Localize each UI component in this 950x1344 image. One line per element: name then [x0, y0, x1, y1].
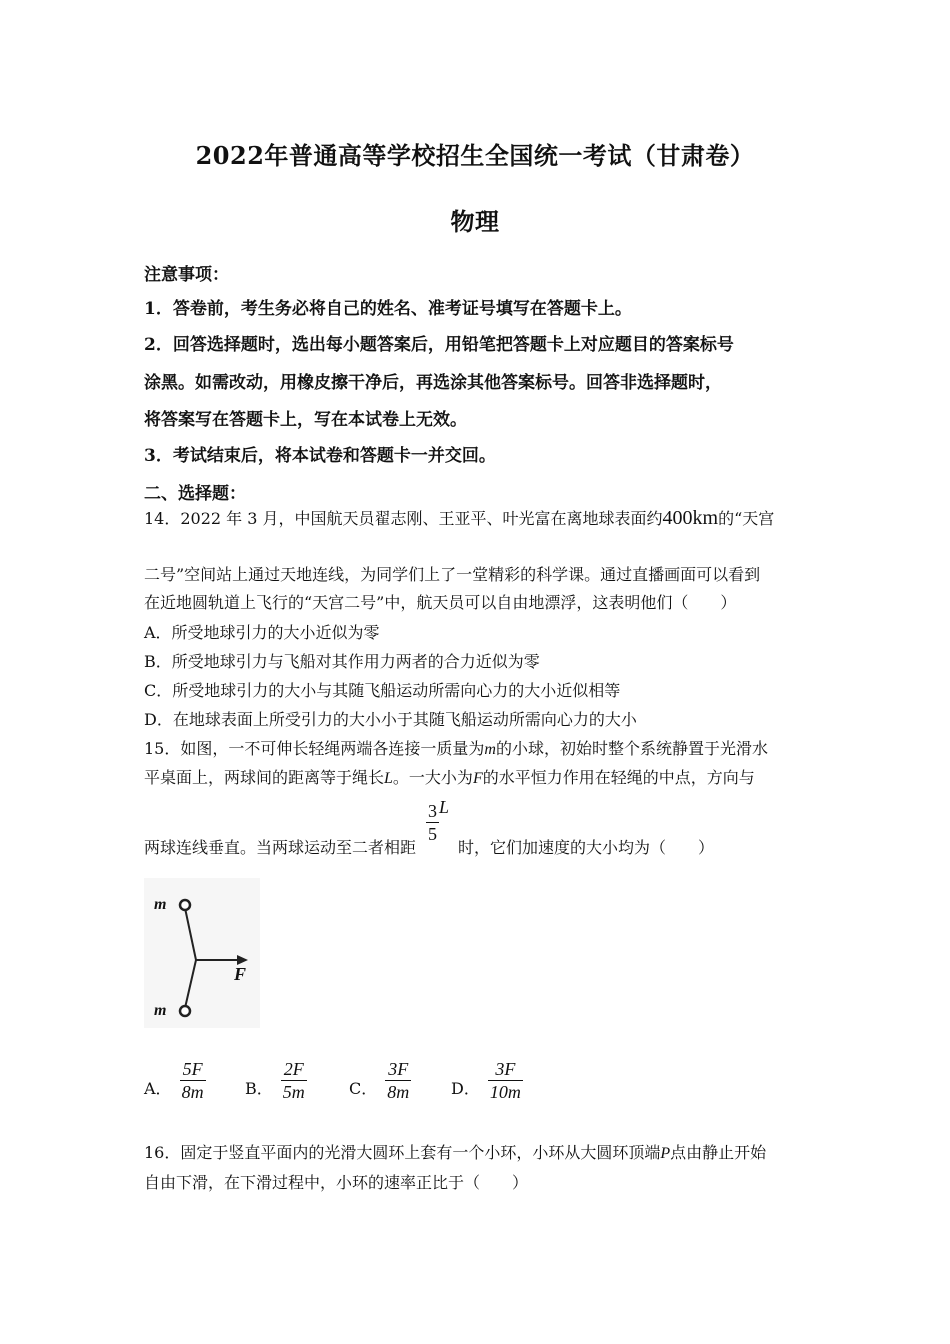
q14-line-1 [144, 506, 774, 530]
q14-option-b: B．所受地球引力与飞船对其作用力两者的合力近似为零 [144, 652, 540, 671]
q16-line-1-a: 16．固定于竖直平面内的光滑大圆环上套有一个小环，小环从大圆环顶端 [144, 1143, 661, 1162]
rope-upper-segment [185, 908, 196, 960]
fraction-denominator: 8m [387, 1082, 410, 1102]
q15-line-1-b: 的小球，初始时整个系统静置于光滑水 [495, 739, 768, 758]
fraction-numerator: 3F [388, 1059, 409, 1079]
bottom-mass-label: m [154, 1002, 167, 1019]
exam-title: 2022年普通高等学校招生全国统一考试（甘肃卷） [195, 141, 755, 170]
option-letter: B． [245, 1079, 273, 1098]
fraction-numerator: 3F [495, 1059, 516, 1079]
fraction-numerator: 3 [428, 801, 437, 821]
section-heading: 二、选择题： [144, 484, 246, 504]
q15-line-1 [144, 736, 768, 759]
q15-line-3-end: 时，它们加速度的大小均为（ ） [458, 838, 715, 857]
fraction-numerator: 5F [182, 1059, 203, 1079]
fraction-denominator: 5 [428, 824, 437, 844]
q15-line-2-b: 。一大小为 [392, 768, 473, 787]
q15-length-var: L [384, 770, 393, 787]
top-ball [180, 900, 190, 910]
fraction-denominator: 5m [282, 1082, 305, 1102]
q15-line-2-c: 的水平恒力作用在轻绳的中点，方向与 [482, 768, 755, 787]
q15-option-c [349, 1058, 411, 1102]
q15-force-var: F [472, 770, 483, 787]
fraction-denominator: 8m [181, 1082, 204, 1102]
q16-line-1 [144, 1140, 766, 1163]
option-letter: A． [144, 1079, 172, 1098]
q15-line-1-a: 15．如图，一不可伸长轻绳两端各连接一质量为 [144, 739, 485, 758]
fraction [426, 800, 439, 845]
subject-title: 物理 [450, 207, 500, 236]
option-fraction [385, 1058, 411, 1103]
option-fraction [180, 1058, 206, 1103]
q14-option-d: D．在地球表面上所受引力的大小小于其随飞船运动所需向心力的大小 [144, 710, 637, 729]
q15-distance-fraction [426, 797, 450, 845]
q14-line-2: 二号”空间站上通过天地连线，为同学们上了一堂精彩的科学课。通过直播画面可以看到 [144, 565, 761, 584]
q16-line-1-b: 点由静止开始 [670, 1143, 767, 1162]
q15-line-3-text: 两球连线垂直。当两球运动至二者相距 [144, 838, 417, 857]
force-label: F [234, 964, 247, 984]
fraction-denominator: 10m [489, 1082, 521, 1102]
q16-point-var: P [660, 1145, 671, 1162]
option-fraction [488, 1058, 523, 1103]
q15-option-b [245, 1058, 307, 1102]
q15-line-2 [144, 765, 755, 788]
q14-option-a: A．所受地球引力的大小近似为零 [144, 623, 380, 642]
notice-item-1: 1．答卷前，考生务必将自己的姓名、准考证号填写在答题卡上。 [144, 299, 632, 319]
q15-line-2-a: 平桌面上，两球间的距离等于绳长 [144, 768, 385, 787]
q15-figure [144, 878, 260, 1028]
top-mass-label: m [154, 896, 167, 913]
notice-item-2-line-2: 涂黑。如需改动，用橡皮擦干净后，再选涂其他答案标号。回答非选择题时， [144, 373, 722, 393]
q15-option-a [144, 1058, 206, 1102]
q14-line-1-post: 的“天宫 [718, 509, 775, 528]
bottom-ball [180, 1006, 190, 1016]
q16-line-2: 自由下滑，在下滑过程中，小环的速率正比于（ ） [144, 1173, 529, 1192]
option-letter: C． [349, 1079, 378, 1098]
fraction-variable: L [439, 797, 450, 817]
q14-distance: 400km [662, 507, 719, 529]
option-fraction [281, 1058, 307, 1103]
fraction-numerator: 2F [283, 1059, 304, 1079]
q14-line-1-pre: 14．2022 年 3 月，中国航天员翟志刚、王亚平、叶光富在离地球表面约 [144, 509, 663, 528]
notice-item-3: 3．考试结束后，将本试卷和答题卡一并交回。 [144, 446, 496, 466]
notice-item-2-line-3: 将答案写在答题卡上，写在本试卷上无效。 [144, 410, 467, 430]
notice-item-2-line-1: 2．回答选择题时，选出每小题答案后，用铅笔把答题卡上对应题目的答案标号 [144, 335, 734, 355]
rope-lower-segment [185, 960, 196, 1008]
q14-option-c: C．所受地球引力的大小与其随飞船运动所需向心力的大小近似相等 [144, 681, 621, 700]
notice-heading: 注意事项： [144, 265, 229, 285]
q14-line-3: 在近地圆轨道上飞行的“天宫二号”中，航天员可以自由地漂浮，这表明他们（ ） [144, 593, 737, 612]
option-letter: D． [451, 1079, 480, 1098]
q15-mass-var: m [484, 741, 496, 758]
q15-option-d [451, 1058, 523, 1102]
